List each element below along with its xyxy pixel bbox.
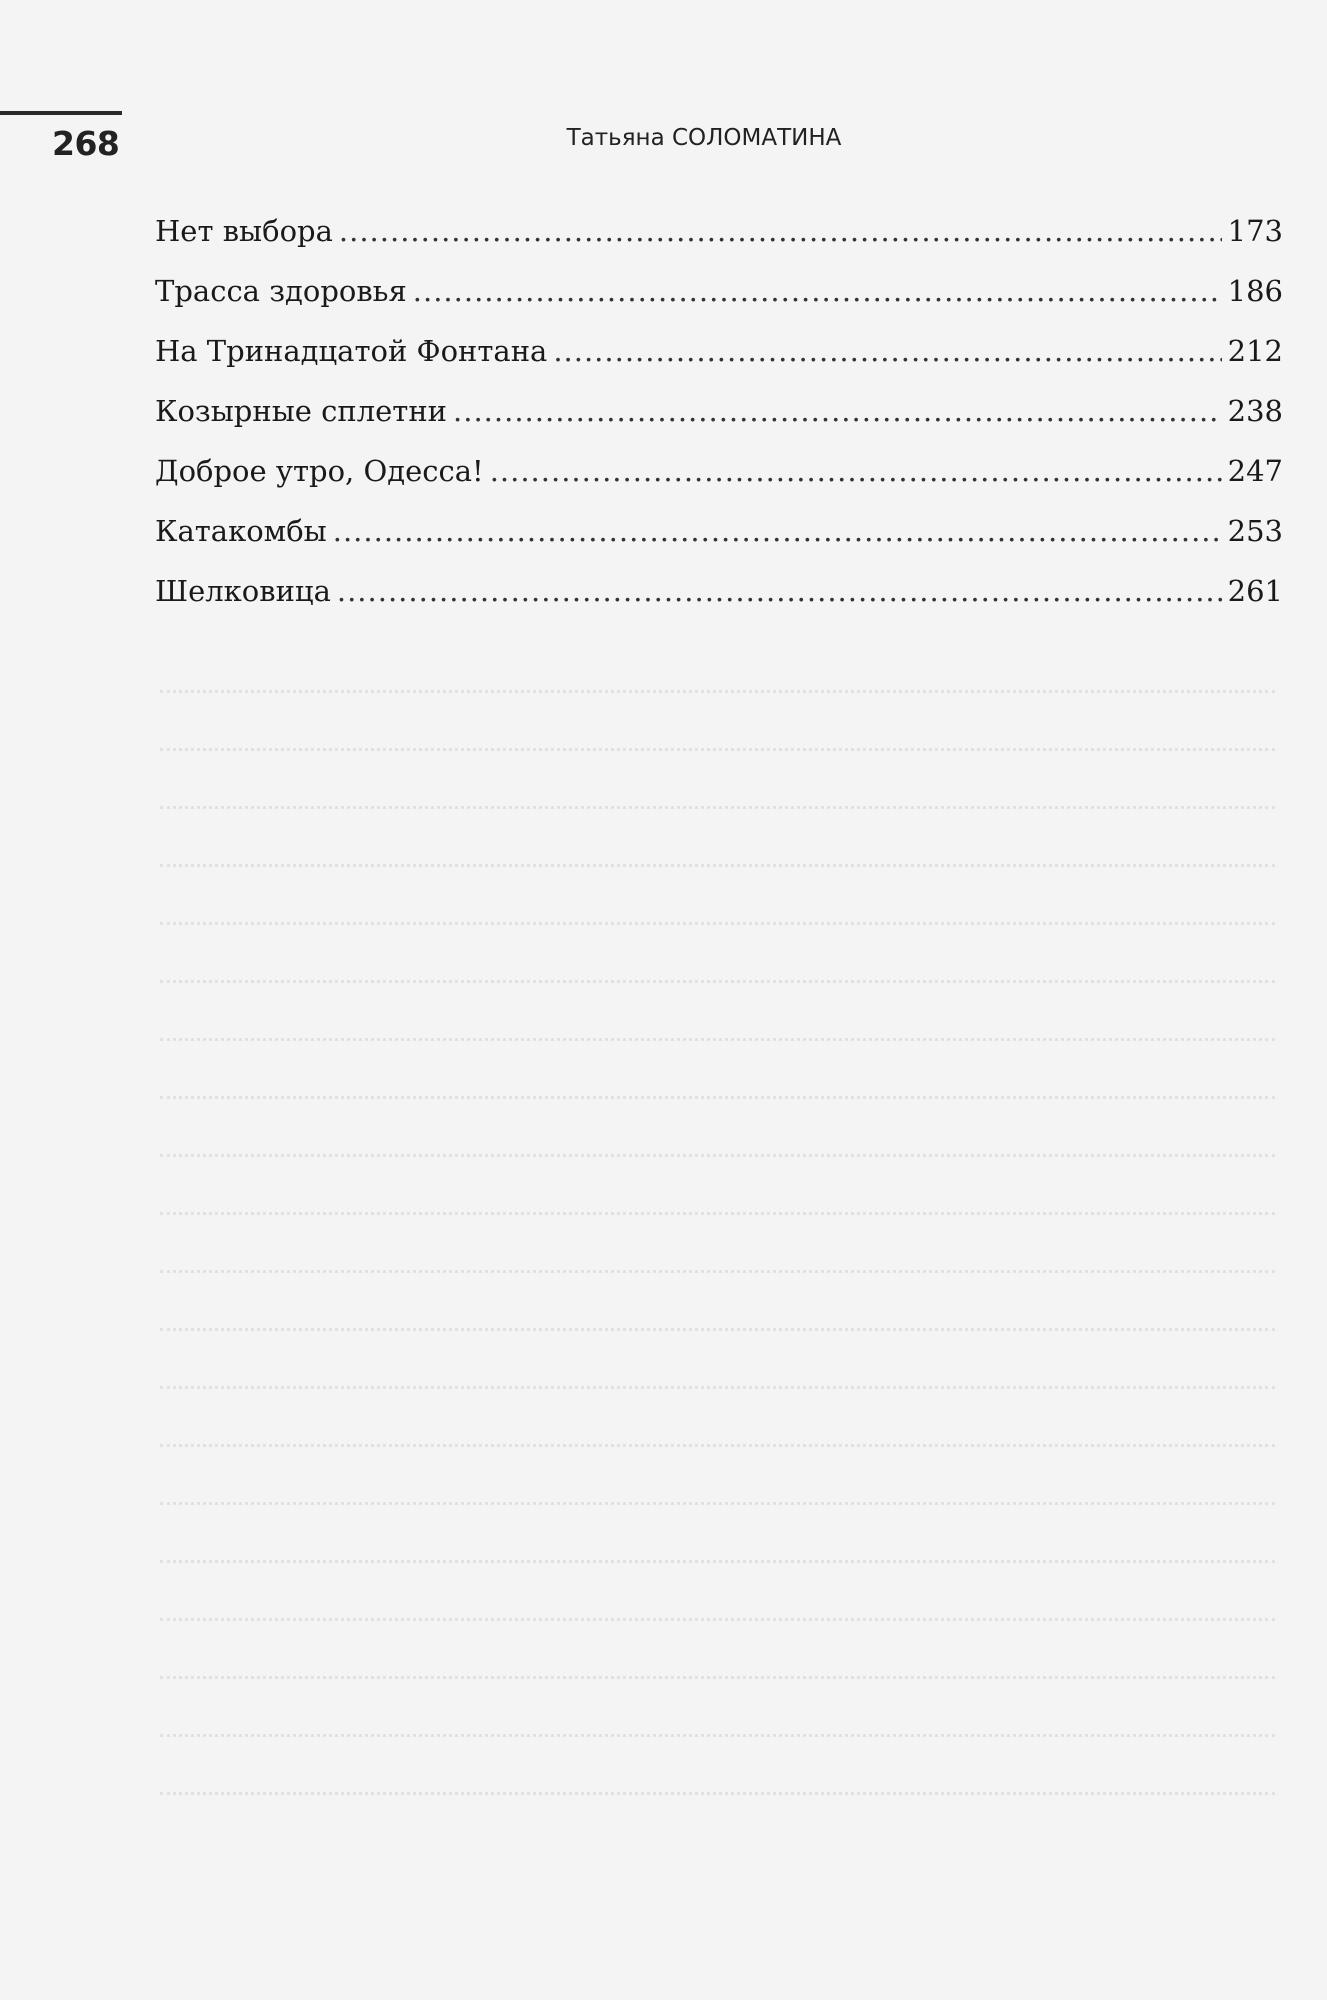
bleed-line [150, 1734, 1285, 1792]
toc-entry [155, 268, 1283, 328]
toc-entry-page: 186 [1227, 274, 1283, 308]
bleed-line [150, 1154, 1285, 1212]
running-head: Татьяна СОЛОМАТИНА [566, 125, 842, 151]
reverse-side-bleed-through [150, 690, 1285, 1910]
bleed-line [150, 864, 1285, 922]
toc-entry-title: Катакомбы [155, 514, 327, 548]
table-of-contents [155, 208, 1283, 628]
bleed-line [150, 690, 1285, 748]
toc-entry [155, 388, 1283, 448]
toc-entry-title: Доброе утро, Одесса! [155, 454, 484, 488]
bleed-line [150, 1386, 1285, 1444]
toc-dot-leader [339, 208, 1222, 254]
bleed-line [150, 1212, 1285, 1270]
toc-dot-leader [337, 568, 1222, 614]
toc-entry [155, 568, 1283, 628]
bleed-line [150, 1038, 1285, 1096]
bleed-line [150, 1676, 1285, 1734]
bleed-line [150, 1560, 1285, 1618]
toc-entry-title: Нет выбора [155, 214, 333, 248]
toc-entry [155, 208, 1283, 268]
toc-entry-title: Шелковица [155, 574, 331, 608]
toc-entry-page: 247 [1227, 454, 1283, 488]
bleed-line [150, 980, 1285, 1038]
bleed-line [150, 748, 1285, 806]
toc-entry-page: 253 [1227, 514, 1283, 548]
toc-dot-leader [413, 268, 1222, 314]
toc-entry-title: На Тринадцатой Фонтана [155, 334, 548, 368]
toc-dot-leader [453, 388, 1222, 434]
toc-dot-leader [490, 448, 1222, 494]
toc-entry-title: Козырные сплетни [155, 394, 448, 428]
toc-entry-title: Трасса здоровья [155, 274, 407, 308]
header-rule [0, 111, 122, 115]
bleed-line [150, 806, 1285, 864]
bleed-line [150, 1270, 1285, 1328]
bleed-line [150, 1328, 1285, 1386]
toc-entry-page: 173 [1227, 214, 1283, 248]
bleed-line [150, 1096, 1285, 1154]
bleed-line [150, 1792, 1285, 1850]
bleed-line [150, 922, 1285, 980]
bleed-line [150, 1502, 1285, 1560]
toc-entry [155, 508, 1283, 568]
bleed-line [150, 1618, 1285, 1676]
toc-entry [155, 328, 1283, 388]
toc-entry-page: 238 [1227, 394, 1283, 428]
toc-dot-leader [333, 508, 1222, 554]
toc-entry [155, 448, 1283, 508]
toc-entry-page: 261 [1227, 574, 1283, 608]
toc-dot-leader [553, 328, 1221, 374]
toc-entry-page: 212 [1227, 334, 1283, 368]
page-number: 268 [52, 124, 120, 163]
bleed-line [150, 1444, 1285, 1502]
